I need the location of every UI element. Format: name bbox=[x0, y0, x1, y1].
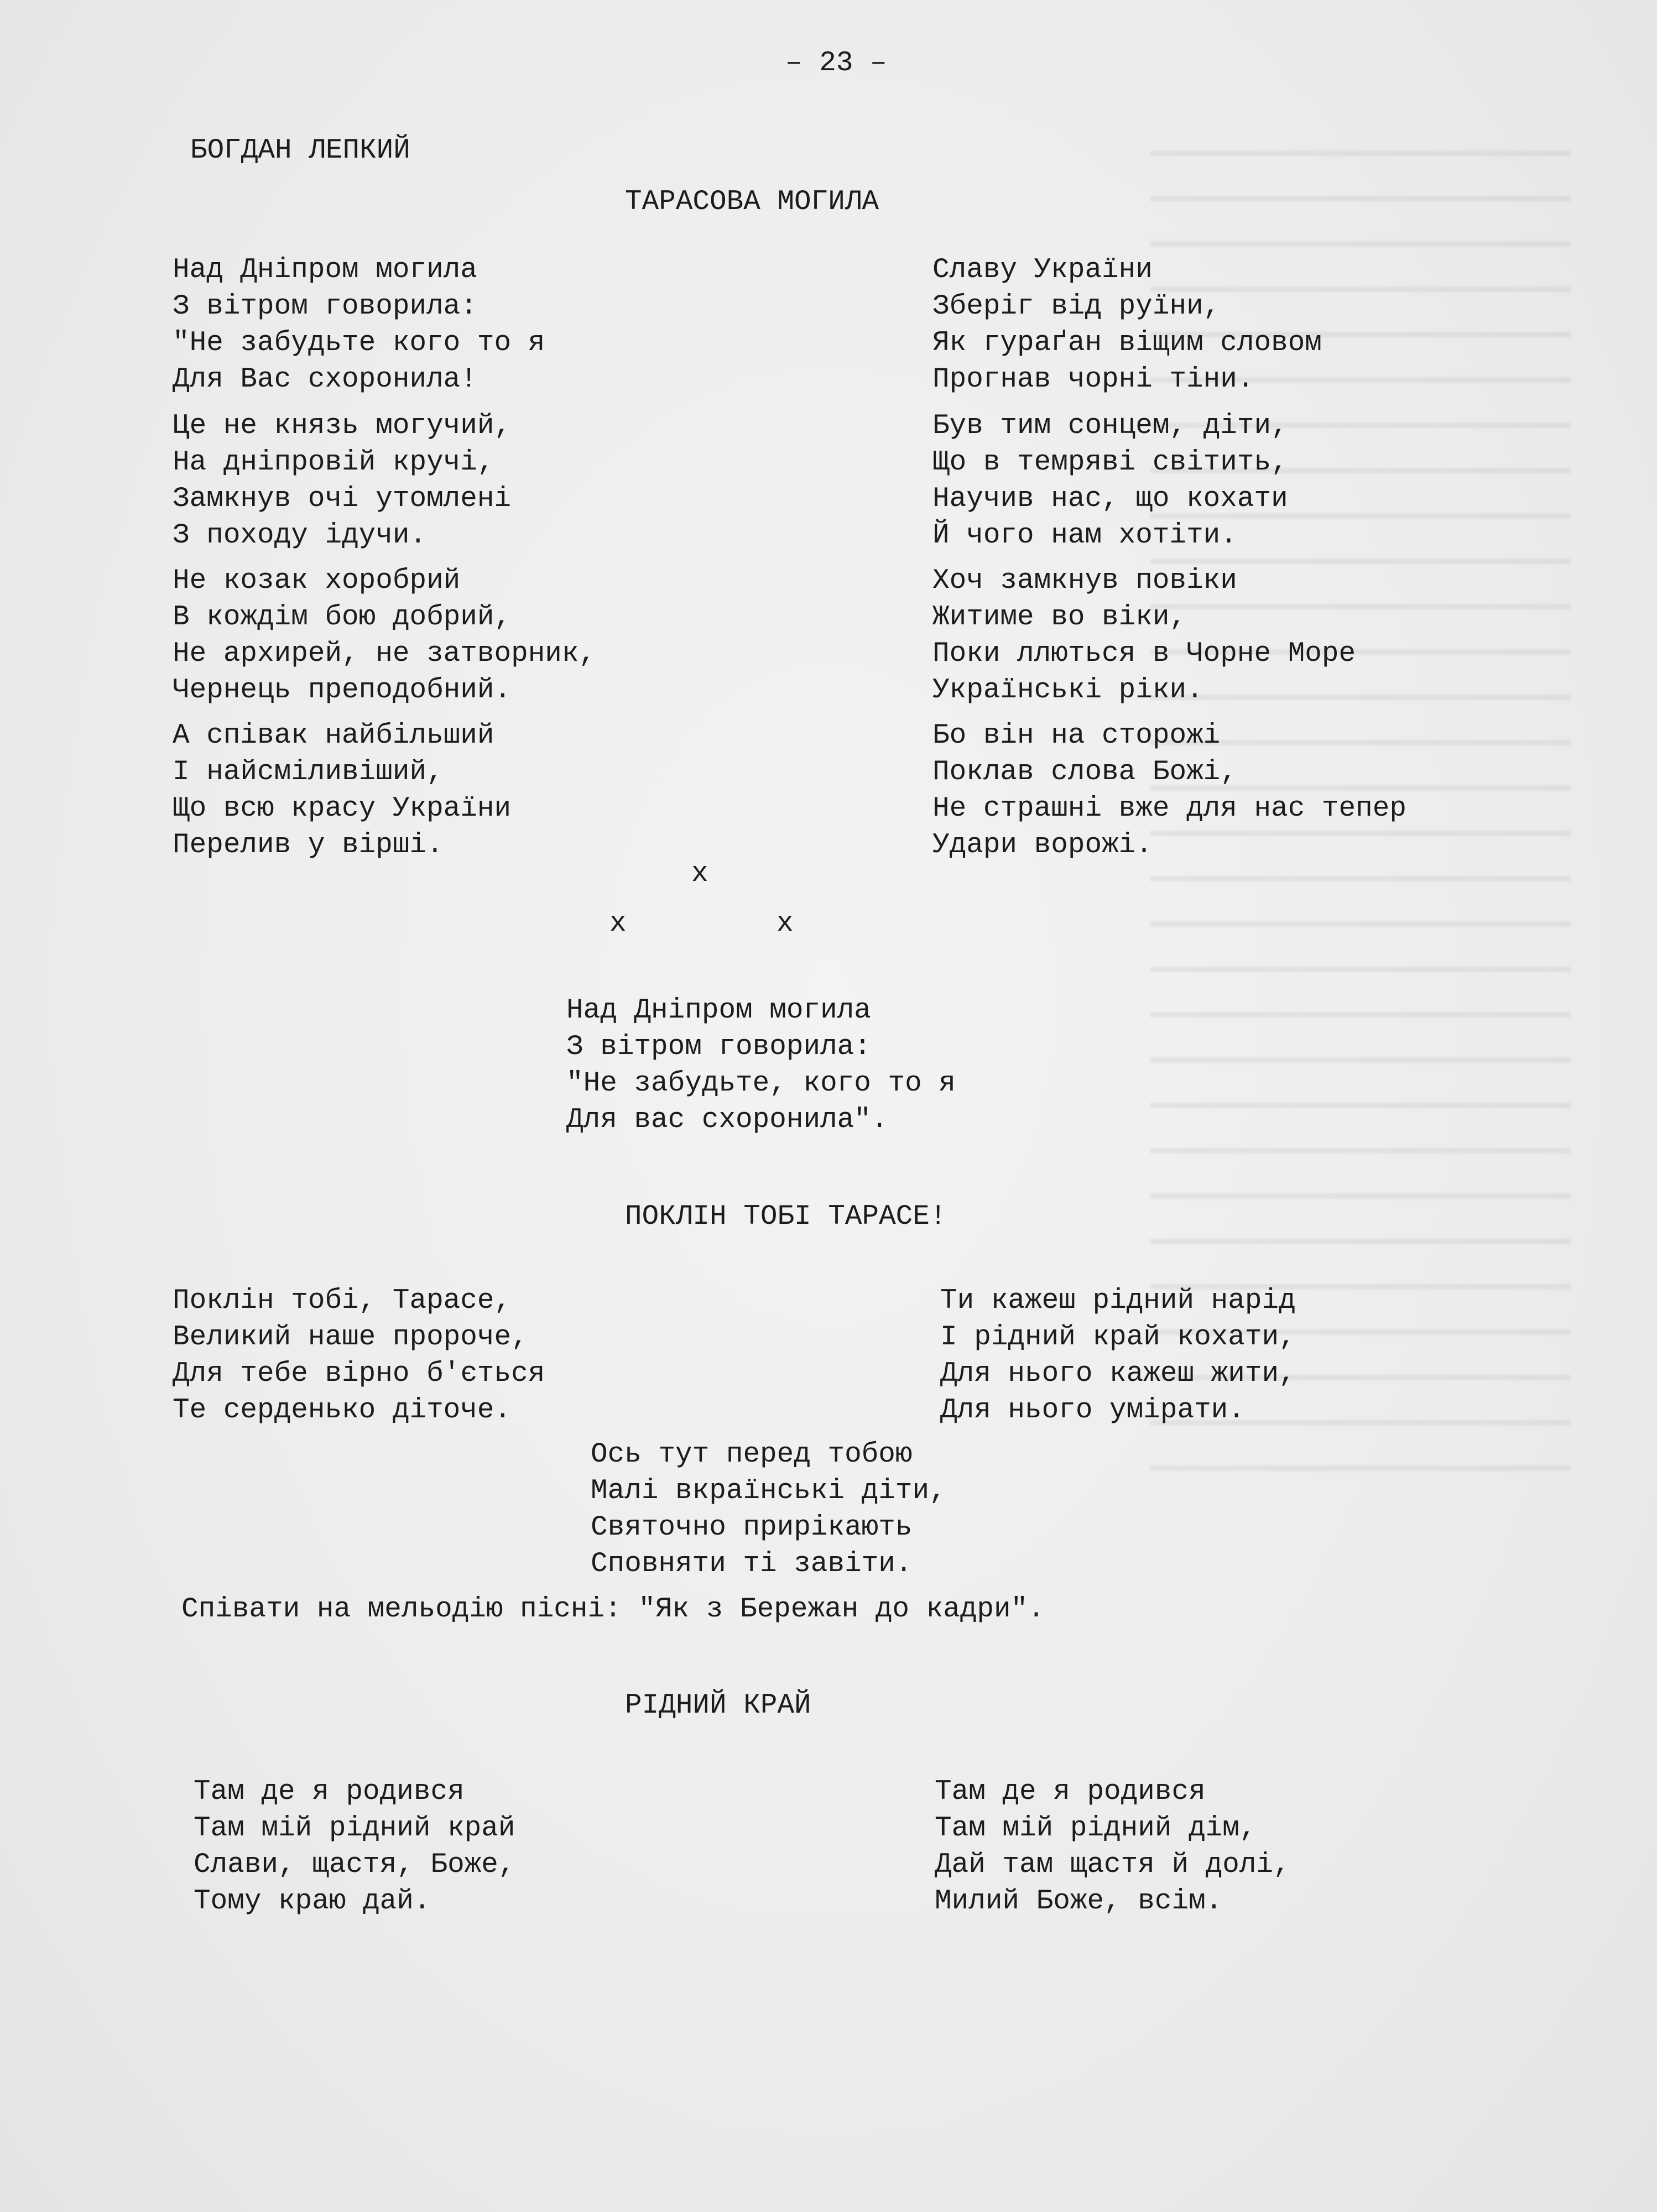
poem1-final-stanza bbox=[566, 993, 956, 1139]
verse-line: Над Дніпром могила bbox=[173, 254, 477, 286]
verse-line: Там мій рідний край bbox=[194, 1813, 515, 1844]
verse-line: Над Дніпром могила bbox=[566, 995, 871, 1026]
verse-line: Для вас схоронила". bbox=[566, 1104, 888, 1136]
verse-line: Там де я родився bbox=[194, 1776, 465, 1808]
poem3-right-stanza bbox=[935, 1774, 1290, 1920]
author-name: БОГДАН ЛЕПКИЙ bbox=[190, 135, 410, 166]
verse-line: Це не князь могучий, bbox=[173, 410, 512, 442]
verse-line: Прогнав чорні тіни. bbox=[932, 364, 1254, 395]
poem1-right-stanza-4 bbox=[932, 718, 1406, 864]
verse-line: Малі вкраїнські діти, bbox=[591, 1475, 946, 1507]
verse-line: І найсміливіший, bbox=[173, 757, 444, 788]
verse-line: Не страшні вже для нас тепер bbox=[932, 793, 1406, 825]
poem1-right-stanza-3 bbox=[932, 563, 1356, 709]
verse-line: Там мій рідний дім, bbox=[935, 1813, 1257, 1844]
poem2-left-stanza bbox=[173, 1283, 545, 1429]
verse-line: Українські ріки. bbox=[932, 675, 1203, 706]
verse-line: Великий наше пророче, bbox=[173, 1322, 528, 1353]
verse-line: Милий Боже, всім. bbox=[935, 1886, 1223, 1917]
separator-mark: x bbox=[777, 908, 794, 940]
separator-mark: x bbox=[609, 908, 627, 940]
verse-line: Житиме во віки, bbox=[932, 602, 1187, 633]
poem2-right-stanza bbox=[940, 1283, 1296, 1429]
verse-line: А співак найбільший bbox=[173, 720, 494, 752]
verse-line: Перелив у вірші. bbox=[173, 830, 444, 861]
poem3-left-stanza bbox=[194, 1774, 515, 1920]
verse-line: Що в темряві світить, bbox=[932, 447, 1288, 478]
verse-line: Й чого нам хотіти. bbox=[932, 520, 1237, 551]
verse-line: З походу ідучи. bbox=[173, 520, 427, 551]
verse-line: Для Вас схоронила! bbox=[173, 364, 477, 395]
verse-line: З вітром говорила: bbox=[566, 1031, 871, 1063]
verse-line: Научив нас, що кохати bbox=[932, 483, 1288, 515]
verse-line: Ти кажеш рідний нарід bbox=[940, 1285, 1296, 1317]
verse-line: Хоч замкнув повіки bbox=[932, 565, 1237, 597]
verse-line: Поки ллються в Чорне Море bbox=[932, 638, 1356, 670]
verse-line: Поклін тобі, Тарасе, bbox=[173, 1285, 512, 1317]
verse-line: Як гураґан віщим словом bbox=[932, 327, 1322, 359]
verse-line: "Не забудьте кого то я bbox=[173, 327, 545, 359]
poem1-left-stanza-3 bbox=[173, 563, 596, 709]
verse-line: Ось тут перед тобою bbox=[591, 1439, 913, 1470]
verse-line: Святочно прирікають bbox=[591, 1512, 913, 1543]
verse-line: В кождім бою добрий, bbox=[173, 602, 512, 633]
verse-line: Чернець преподобний. bbox=[173, 675, 512, 706]
verse-line: Для тебе вірно б'ється bbox=[173, 1358, 545, 1390]
verse-line: Не козак хоробрий bbox=[173, 565, 461, 597]
verse-line: Дай там щастя й долі, bbox=[935, 1849, 1290, 1881]
verse-line: Для нього умірати. bbox=[940, 1395, 1245, 1426]
verse-line: Там де я родився bbox=[935, 1776, 1206, 1808]
poem-title-tarasova-mohyla: ТАРАСОВА МОГИЛА bbox=[625, 186, 879, 218]
poem1-left-stanza-4 bbox=[173, 718, 511, 864]
verse-line: На дніпровій кручі, bbox=[173, 447, 494, 478]
verse-line: Слави, щастя, Боже, bbox=[194, 1849, 515, 1881]
poem-title-ridnyi-krai: РІДНИЙ КРАЙ bbox=[625, 1690, 811, 1721]
verse-line: Тому краю дай. bbox=[194, 1886, 431, 1917]
poem-title-poklin: ПОКЛІН ТОБІ ТАРАСЕ! bbox=[625, 1201, 947, 1233]
poem1-left-stanza-2 bbox=[173, 408, 511, 554]
verse-line: З вітром говорила: bbox=[173, 291, 477, 322]
separator-mark: x bbox=[691, 858, 708, 890]
verse-line: Удари ворожі. bbox=[932, 830, 1153, 861]
verse-line: Славу України bbox=[932, 254, 1153, 286]
verse-line: Бо він на сторожі bbox=[932, 720, 1221, 752]
verse-line: Сповняти ті завіти. bbox=[591, 1548, 913, 1580]
poem2-center-stanza bbox=[591, 1437, 946, 1583]
verse-line: Що всю красу України bbox=[173, 793, 512, 825]
poem1-right-stanza-1 bbox=[932, 252, 1322, 398]
melody-note: Співати на мельодію пісні: "Як з Бережан до кадри". bbox=[181, 1594, 1045, 1625]
verse-line: І рідний край кохати, bbox=[940, 1322, 1296, 1353]
verse-line: Був тим сонцем, діти, bbox=[932, 410, 1288, 442]
verse-line: Зберіг від руїни, bbox=[932, 291, 1221, 322]
verse-line: Для нього кажеш жити, bbox=[940, 1358, 1296, 1390]
verse-line: Те серденько діточе. bbox=[173, 1395, 512, 1426]
verse-line: Поклав слова Божі, bbox=[932, 757, 1237, 788]
verse-line: "Не забудьте, кого то я bbox=[566, 1068, 956, 1099]
poem1-right-stanza-2 bbox=[932, 408, 1288, 554]
page-number: – 23 – bbox=[785, 48, 887, 79]
poem1-left-stanza-1 bbox=[173, 252, 545, 398]
verse-line: Замкнув очі утомлені bbox=[173, 483, 512, 515]
verse-line: Не архирей, не затворник, bbox=[173, 638, 596, 670]
